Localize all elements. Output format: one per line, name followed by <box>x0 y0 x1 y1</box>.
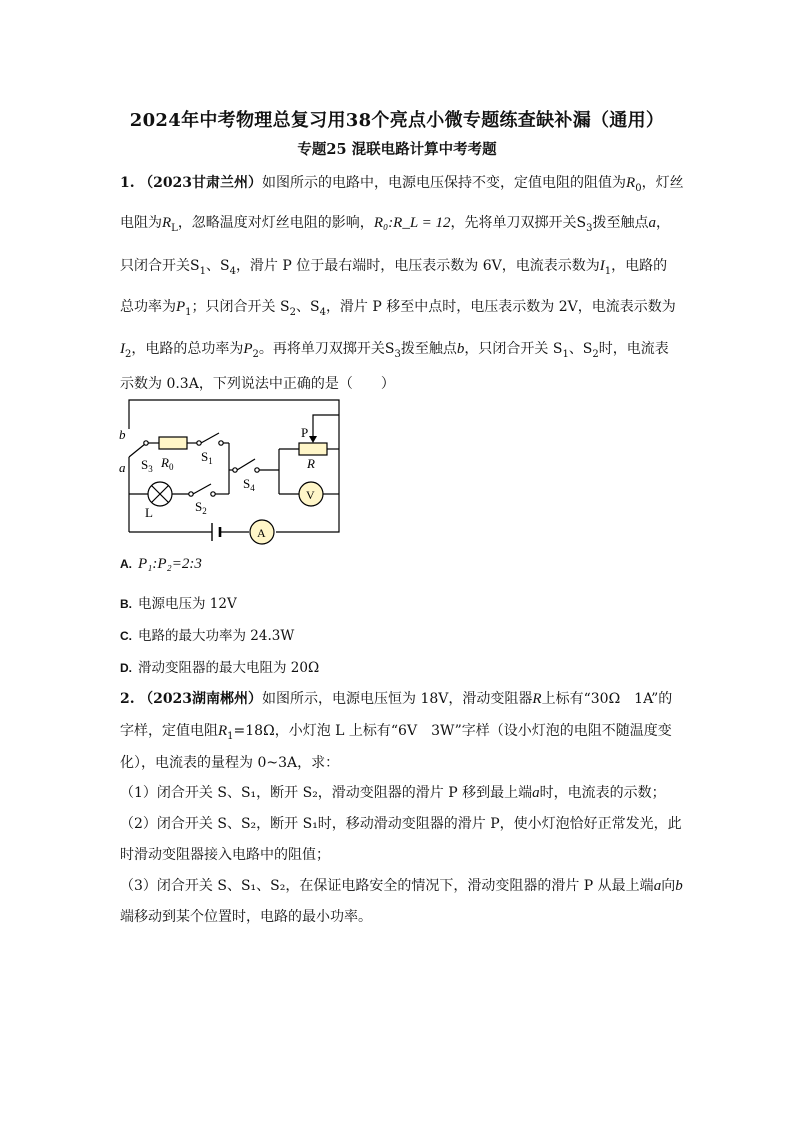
q1-option-a[interactable]: A. P₁:P₂=2:3 <box>120 556 202 572</box>
q2-line-2: 字样，定值电阻$R_1=18\Omega$，小灯泡 L 上标有“6V 3W”字样（设小灯泡的电阻不随温度变 <box>120 723 672 742</box>
figure-label-r: R <box>307 456 315 471</box>
q2-source: （2023湖南郴州） <box>139 691 263 707</box>
q1-option-d[interactable]: D. 滑动变阻器的最大电阻为 20Ω <box>120 660 320 676</box>
q1-source: （2023甘肃兰州） <box>139 175 263 191</box>
figure-label-s1: $S_1$ <box>201 449 213 466</box>
figure-label-p: P <box>301 425 309 440</box>
document-subtitle: 专题25 混联电路计算中考考题 <box>297 141 497 158</box>
q1-line-5: $I_2$，电路的总功率为$P_2$。再将单刀双掷开关$S_3$拨至触点b，只闭合开关 $S_1$、$S_2$时，电流表 <box>120 341 669 360</box>
q1-line-6: 示数为 0.3A，下列说法中正确的是（ ） <box>120 376 395 392</box>
ammeter-label: A <box>257 526 266 540</box>
q2-line-7: （3）闭合开关 S、S₁、S₂，在保证电路安全的情况下，滑动变阻器的滑片 P 从最上端a向b <box>120 878 683 894</box>
q1-ratio: R₀:R_L = 12 <box>373 215 451 231</box>
figure-label-s2: $S_2$ <box>195 499 207 516</box>
figure-label-b: b <box>119 427 126 442</box>
q1-line-1: 1. （2023甘肃兰州）如图所示的电路中，电源电压保持不变，定值电阻的阻值为$R_0$，灯丝 <box>120 175 684 194</box>
q2-line-4: （1）闭合开关 S、S₁，断开 S₂，滑动变阻器的滑片 P 移到最上端a时，电流表的示数； <box>120 785 666 801</box>
figure-label-a: a <box>119 460 126 475</box>
q1-line-2: 电阻为$R_L$，忽略温度对灯丝电阻的影响，R₀:R_L = 12，先将单刀双掷开关$S_3$拨至触点a， <box>120 215 671 234</box>
q2-line-1: 2. （2023湖南郴州）如图所示，电源电压恒为 18V，滑动变阻器R上标有“30Ω 1A”的 <box>120 691 673 707</box>
q2-line-5: （2）闭合开关 S、S₂，断开 S₁时，移动滑动变阻器的滑片 P，使小灯泡恰好正常发光，此 <box>120 816 682 832</box>
q1-line-3: 只闭合开关$S_1$、$S_4$，滑片 P 位于最右端时，电压表示数为 6V，电流表示数为$I_1$，电路的 <box>120 258 668 277</box>
voltmeter-label: V <box>306 488 315 502</box>
q1-option-b[interactable]: B. 电源电压为 12V <box>120 596 237 612</box>
document-title: 2024年中考物理总复习用38个亮点小微专题练查缺补漏（通用） <box>129 110 665 131</box>
q2-line-8: 端移动到某个位置时，电路的最小功率。 <box>120 909 372 925</box>
figure-label-s3: $S_3$ <box>141 457 153 474</box>
q1-option-c[interactable]: C. 电路的最大功率为 24.3W <box>120 628 295 644</box>
circuit-diagram <box>115 395 350 550</box>
q1-line-4: 总功率为$P_1$；只闭合开关 $S_2$、$S_4$，滑片 P 移至中点时，电压表示数为 2V，电流表示数为 <box>120 299 676 318</box>
figure-label-r0: $R_0$ <box>161 455 174 472</box>
figure-label-s4: $S_4$ <box>243 476 255 493</box>
q2-line-3: 化），电流表的量程为 0~3A，求： <box>120 755 340 771</box>
q2-line-6: 时滑动变阻器接入电路中的阻值； <box>120 847 330 863</box>
figure-label-l: L <box>145 505 153 520</box>
